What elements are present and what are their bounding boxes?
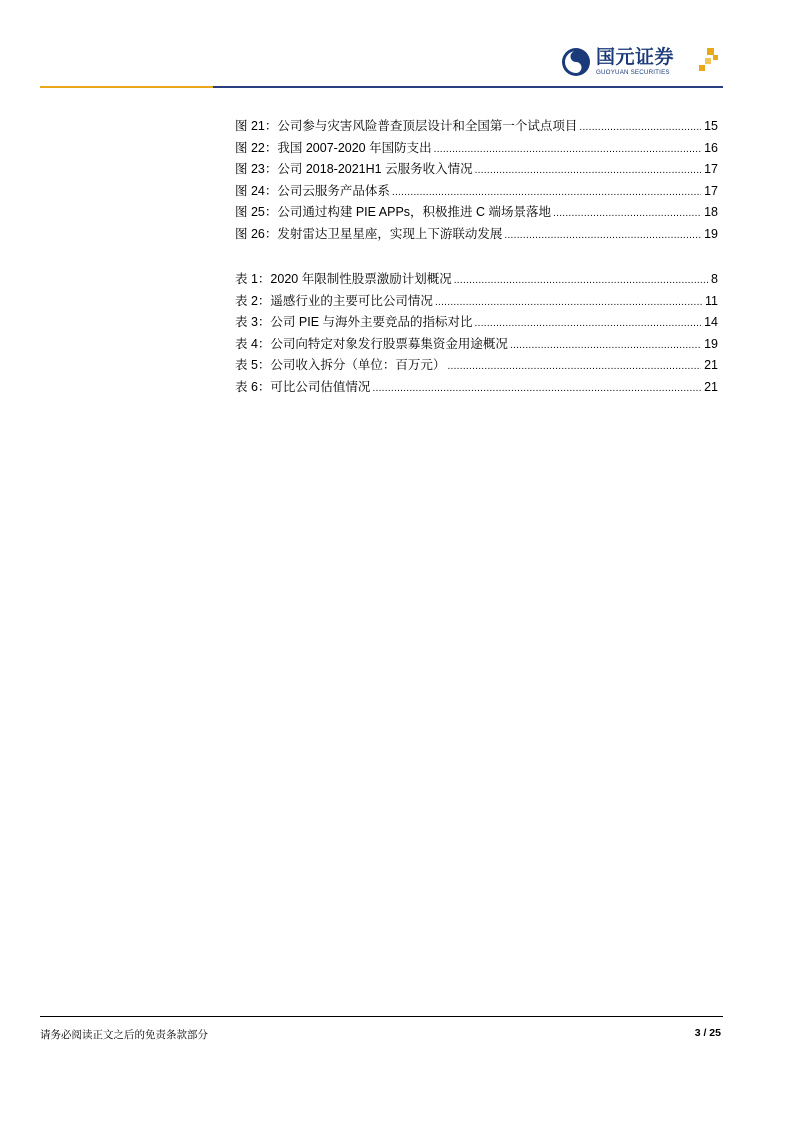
- toc-entry-page: 15: [704, 119, 718, 133]
- toc-entry[interactable]: [235, 355, 718, 377]
- toc-entry[interactable]: [235, 116, 718, 138]
- toc-entry[interactable]: [235, 181, 718, 203]
- toc-entry[interactable]: [235, 377, 718, 399]
- toc-entry-label: 图 22：我国 2007-2020 年国防支出: [235, 140, 432, 155]
- toc-entry-label: 图 25：公司通过构建 PIE APPs，积极推进 C 端场景落地: [235, 205, 552, 219]
- toc-entry-page: 11: [705, 293, 718, 308]
- toc-entry[interactable]: [235, 334, 718, 356]
- logo-chinese-name: 国元证券: [596, 45, 675, 68]
- toc-entry[interactable]: [235, 291, 718, 313]
- toc-entry-page: 17: [704, 162, 718, 176]
- toc-entry[interactable]: [235, 138, 718, 160]
- toc-entry-page: 19: [704, 336, 718, 351]
- toc-leader: [434, 144, 701, 155]
- toc-leader: [447, 361, 701, 372]
- toc-entry-label: 表 5：公司收入拆分（单位：百万元）: [235, 358, 446, 372]
- footer-rule: [40, 1016, 723, 1017]
- toc-leader: [454, 275, 708, 286]
- toc-entry-label: 图 26：发射雷达卫星星座，实现上下游联动发展: [235, 226, 503, 241]
- toc-entry-label: 表 6：可比公司估值情况: [235, 379, 371, 394]
- toc-entry-page: 19: [704, 226, 718, 241]
- toc-entry-page: 16: [704, 140, 718, 155]
- toc-entry[interactable]: [235, 312, 718, 334]
- figure-index: [235, 116, 718, 245]
- toc-entry-page: 21: [704, 358, 718, 372]
- table-index: [235, 269, 718, 398]
- toc-entry-page: 17: [704, 183, 718, 198]
- toc-entry[interactable]: [235, 159, 718, 181]
- header-rule-gold: [40, 86, 213, 88]
- toc-entry[interactable]: [235, 202, 718, 224]
- toc-leader: [372, 383, 701, 394]
- toc-entry-label: 表 1：2020 年限制性股票激励计划概况: [235, 272, 452, 286]
- toc-entry-label: 表 4：公司向特定对象发行股票募集资金用途概况: [235, 336, 508, 351]
- footer-page-number: 3 / 25: [694, 1027, 721, 1039]
- toc-entry-label: 表 2：遥感行业的主要可比公司情况: [235, 293, 433, 308]
- toc-leader: [475, 318, 702, 329]
- toc-entry-page: 8: [711, 272, 718, 286]
- toc-entry[interactable]: [235, 224, 718, 246]
- toc-leader: [475, 165, 702, 176]
- toc-leader: [510, 340, 701, 351]
- toc-leader: [579, 122, 701, 133]
- toc-entry[interactable]: [235, 269, 718, 291]
- toc-entry-label: 表 3：公司 PIE 与海外主要竞品的指标对比: [235, 315, 473, 329]
- toc-entry-label: 图 24：公司云服务产品体系: [235, 183, 390, 198]
- logo-english-name: GUOYUAN SECURITIES: [596, 68, 670, 76]
- toc-leader: [553, 208, 701, 219]
- toc-entry-page: 14: [704, 315, 718, 329]
- toc-entry-label: 图 21：公司参与灾害风险普查顶层设计和全国第一个试点项目: [235, 119, 578, 133]
- brand-logo: [561, 44, 721, 80]
- toc-entry-page: 18: [704, 205, 718, 219]
- decorative-squares-icon: [691, 46, 721, 76]
- toc-leader: [435, 297, 702, 308]
- guoyuan-logo-icon: [561, 47, 591, 77]
- footer-disclaimer: 请务必阅读正文之后的免责条款部分: [40, 1029, 208, 1041]
- toc-entry-label: 图 23：公司 2018-2021H1 云服务收入情况: [235, 162, 473, 176]
- toc-leader: [392, 187, 701, 198]
- toc-entry-page: 21: [704, 379, 718, 394]
- header-rule-blue: [213, 86, 723, 88]
- toc-leader: [504, 230, 701, 241]
